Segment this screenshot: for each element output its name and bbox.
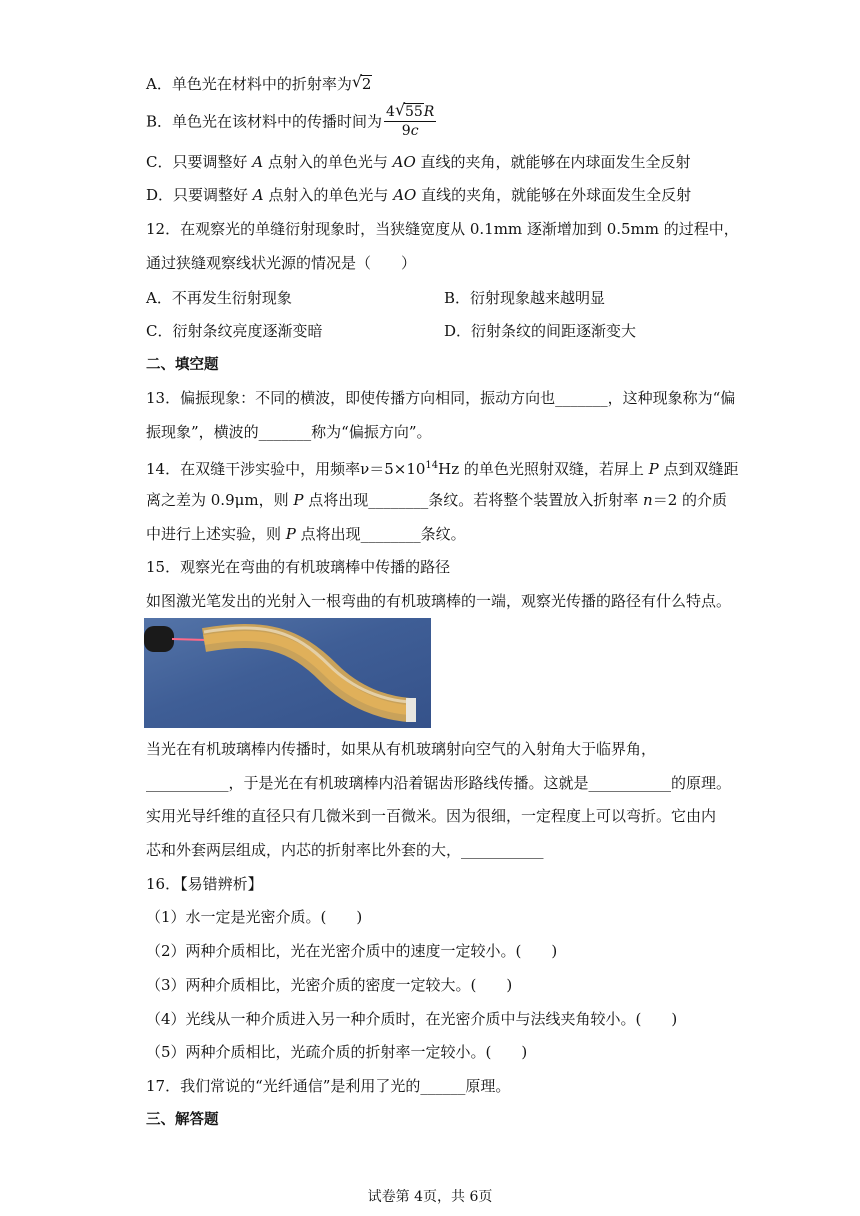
option-12c: C．衍射条纹亮度逐渐变暗 bbox=[146, 322, 323, 340]
laser-pen bbox=[144, 626, 174, 652]
option-11a: A．单色光在材料中的折射率为 √ 2 bbox=[146, 72, 372, 93]
question-15-text4: 芯和外套两层组成，内芯的折射率比外套的大，___________ bbox=[146, 841, 544, 859]
fraction-expression: 4 √ 55R 9c bbox=[386, 100, 435, 139]
question-16-item-4: （4）光线从一种介质进入另一种介质时，在光密介质中与法线夹角较小。( ) bbox=[146, 1010, 678, 1028]
question-14-line1: 14．在双缝干涉实验中，用频率$\nu=5\times 10^{14}Hz$ 的单色光照射双缝，若屏上 P 点到双缝距 bbox=[146, 460, 739, 478]
question-15-text3: 实用光导纤维的直径只有几微米到一百微米。因为很细，一定程度上可以弯折。它由内 bbox=[146, 807, 717, 825]
question-15-text2: ___________，于是光在有机玻璃棒内沿着锯齿形路线传播。这就是___________的原理。 bbox=[146, 774, 732, 792]
question-17: 17．我们常说的“光纤通信”是利用了光的______原理。 bbox=[146, 1077, 511, 1095]
question-16-item-1: （1）水一定是光密介质。( ) bbox=[146, 908, 363, 926]
curved-acrylic-rod-photo bbox=[144, 618, 431, 728]
question-15-title: 15．观察光在弯曲的有机玻璃棒中传播的路径 bbox=[146, 558, 451, 576]
question-16-item-2: （2）两种介质相比，光在光密介质中的速度一定较小。( ) bbox=[146, 942, 558, 960]
question-15-intro: 如图激光笔发出的光射入一根弯曲的有机玻璃棒的一端，观察光传播的路径有什么特点。 bbox=[146, 592, 732, 610]
option-11d: D．只要调整好 A 点射入的单色光与 AO 直线的夹角，就能够在外球面发生全反射 bbox=[146, 186, 692, 204]
question-15-text1: 当光在有机玻璃棒内传播时，如果从有机玻璃射向空气的入射角大于临界角， bbox=[146, 740, 657, 758]
question-12-line1: 12．在观察光的单缝衍射现象时，当狭缝宽度从 0.1mm 逐渐增加到 0.5mm 的过程中， bbox=[146, 220, 739, 238]
question-16-item-5: （5）两种介质相比，光疏介质的折射率一定较小。( ) bbox=[146, 1043, 528, 1061]
option-11c: C．只要调整好 A 点射入的单色光与 AO 直线的夹角，就能够在内球面发生全反射 bbox=[146, 153, 691, 171]
option-11b: B．单色光在该材料中的传播时间为 4 √ 55R 9c bbox=[146, 100, 435, 139]
question-14-line3: 中进行上述实验，则 P 点将出现________条纹。 bbox=[146, 525, 466, 543]
rod-illustration bbox=[144, 618, 431, 728]
rod-end bbox=[406, 698, 416, 722]
question-13-line1: 13．偏振现象：不同的横波，即使传播方向相同，振动方向也_______，这种现象称为“偏 bbox=[146, 389, 736, 407]
question-16-title: 16．【易错辨析】 bbox=[146, 875, 263, 893]
page-footer: 试卷第 4页，共 6页 bbox=[367, 1189, 493, 1205]
question-12-line2: 通过狭缝观察线状光源的情况是（ ） bbox=[146, 254, 417, 272]
question-14-line2: 离之差为 0.9μm，则 P 点将出现________条纹。若将整个装置放入折射率 n＝2 的介质 bbox=[146, 491, 727, 509]
sqrt-expression: √ 2 bbox=[351, 72, 372, 93]
laser-beam bbox=[172, 639, 206, 640]
question-16-item-3: （3）两种介质相比，光密介质的密度一定较大。( ) bbox=[146, 976, 513, 994]
section-heading-fill-in: 二、填空题 bbox=[146, 357, 219, 373]
option-12b: B．衍射现象越来越明显 bbox=[444, 289, 606, 307]
option-12a: A．不再发生衍射现象 bbox=[146, 289, 292, 307]
section-heading-answer: 三、解答题 bbox=[146, 1112, 219, 1128]
option-12d: D．衍射条纹的间距逐渐变大 bbox=[444, 322, 637, 340]
question-13-line2: 振现象”，横波的_______称为“偏振方向”。 bbox=[146, 423, 432, 441]
